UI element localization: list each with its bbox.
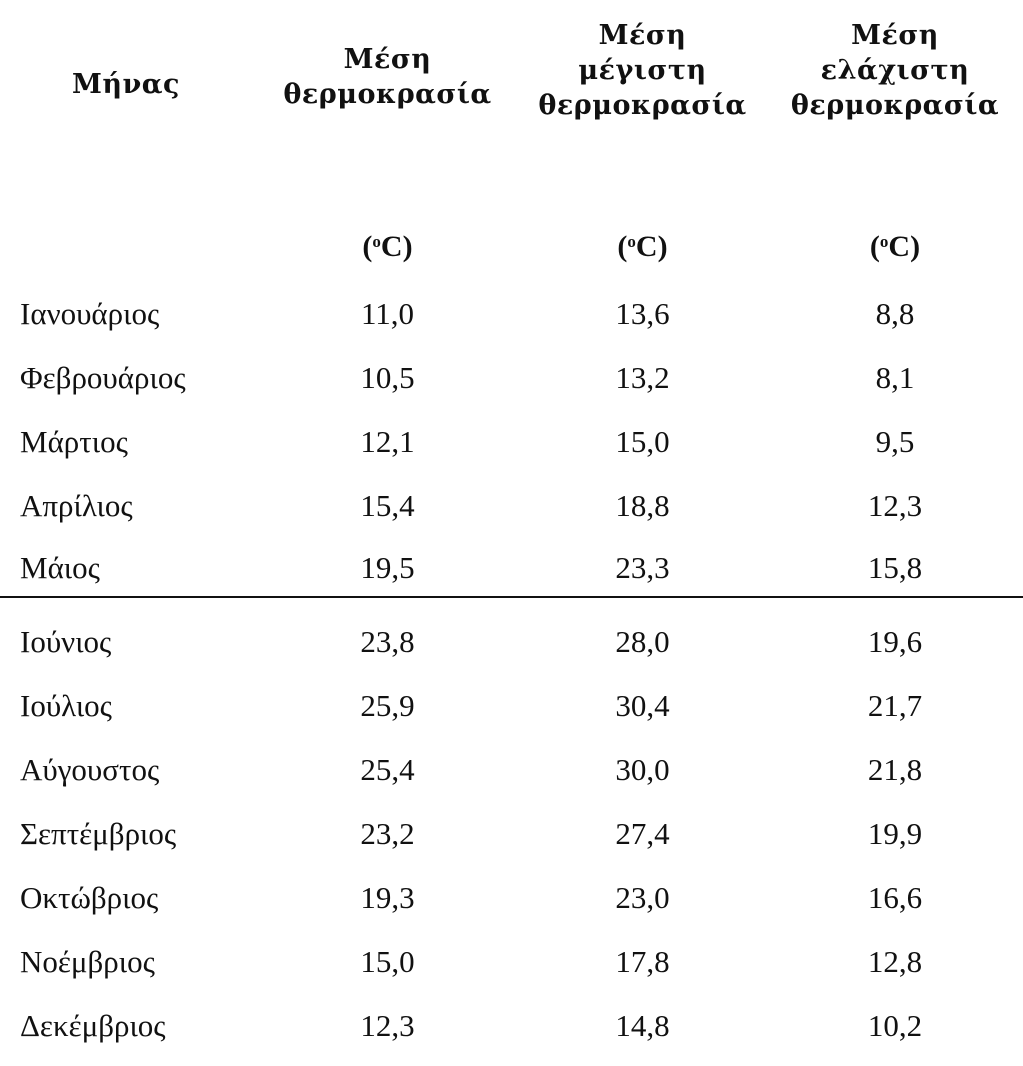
max-cell: 13,2 <box>615 360 670 395</box>
header-min-line-2: ελάχιστη <box>820 55 970 86</box>
header-month-label: Μήνας <box>72 69 180 100</box>
month-cell: Φεβρουάριος <box>20 360 186 395</box>
max-cell: 17,8 <box>615 944 670 979</box>
table-row <box>0 610 1023 674</box>
max-cell: 27,4 <box>615 816 670 851</box>
unit-open: ( <box>362 230 373 263</box>
unit-mean <box>265 222 510 267</box>
min-cell: 16,6 <box>867 880 923 915</box>
header-max-line-2: μέγιστη <box>578 55 707 86</box>
month-cell: Αύγουστος <box>20 752 160 787</box>
month-cell: Νοέμβριος <box>20 944 155 979</box>
mean-cell: 19,3 <box>360 880 415 915</box>
mean-cell: 23,8 <box>360 624 415 659</box>
mean-cell: 25,9 <box>360 688 415 723</box>
min-cell: 12,8 <box>867 944 923 979</box>
unit-mean-max <box>515 222 770 267</box>
unit-close: ) <box>657 230 668 263</box>
table-row <box>0 802 1023 866</box>
unit-degree: o <box>627 232 636 251</box>
max-cell: 23,3 <box>615 550 670 585</box>
max-cell: 15,0 <box>615 424 670 459</box>
max-cell: 28,0 <box>615 624 670 659</box>
mean-cell: 12,3 <box>360 1008 415 1043</box>
month-cell: Μάρτιος <box>20 424 128 459</box>
max-cell: 14,8 <box>615 1008 670 1043</box>
max-cell: 18,8 <box>615 488 670 523</box>
header-min-line-1: Μέση <box>851 20 939 51</box>
table-row <box>0 738 1023 802</box>
min-cell: 21,8 <box>867 752 923 787</box>
mean-cell: 10,5 <box>360 360 415 395</box>
unit-mean-min <box>770 222 1020 267</box>
table-row <box>0 474 1023 538</box>
mean-cell: 25,4 <box>360 752 415 787</box>
table-row <box>0 994 1023 1058</box>
max-cell: 30,0 <box>615 752 670 787</box>
unit-open: ( <box>869 230 880 263</box>
max-cell: 13,6 <box>615 296 670 331</box>
unit-degree: o <box>879 232 889 251</box>
unit-degree: o <box>372 232 381 251</box>
header-mean-max-temperature <box>515 18 770 123</box>
min-cell: 19,6 <box>867 624 923 659</box>
max-cell: 30,4 <box>615 688 670 723</box>
table-row <box>0 536 1023 600</box>
min-cell: 9,5 <box>875 424 915 459</box>
month-cell: Οκτώβριος <box>20 880 159 915</box>
unit-symbol: C <box>635 230 658 263</box>
header-max-line-1: Μέση <box>598 20 687 51</box>
header-mean-min-temperature <box>770 18 1020 123</box>
table-row <box>0 282 1023 346</box>
header-mean-temperature <box>265 42 510 112</box>
mean-cell: 15,0 <box>360 944 415 979</box>
header-max-line-3: θερμοκρασία <box>538 90 747 121</box>
table-row <box>0 674 1023 738</box>
header-month <box>72 67 232 102</box>
table-row <box>0 866 1023 930</box>
min-cell: 21,7 <box>867 688 923 723</box>
min-cell: 15,8 <box>867 550 923 585</box>
max-cell: 23,0 <box>615 880 670 915</box>
min-cell: 19,9 <box>867 816 923 851</box>
table-row <box>0 410 1023 474</box>
mean-cell: 15,4 <box>360 488 415 523</box>
mean-cell: 11,0 <box>360 296 415 331</box>
mean-cell: 23,2 <box>360 816 415 851</box>
min-cell: 10,2 <box>867 1008 923 1043</box>
month-cell: Ιανουάριος <box>20 296 160 331</box>
unit-symbol: C <box>888 230 911 263</box>
month-cell: Ιούλιος <box>20 688 112 723</box>
month-cell: Μάιος <box>20 550 100 585</box>
min-cell: 12,3 <box>867 488 923 523</box>
month-cell: Δεκέμβριος <box>20 1008 166 1043</box>
table-row <box>0 930 1023 994</box>
table-divider <box>0 596 1023 598</box>
unit-open: ( <box>617 230 628 263</box>
table-row <box>0 346 1023 410</box>
min-cell: 8,1 <box>875 360 915 395</box>
header-min-line-3: θερμοκρασία <box>790 90 1000 121</box>
month-cell: Σεπτέμβριος <box>20 816 177 851</box>
mean-cell: 19,5 <box>360 550 415 585</box>
month-cell: Ιούνιος <box>20 624 112 659</box>
month-cell: Απρίλιος <box>20 488 133 523</box>
unit-close: ) <box>910 230 921 263</box>
unit-close: ) <box>402 230 413 263</box>
mean-cell: 12,1 <box>360 424 415 459</box>
header-mean-line-2: θερμοκρασία <box>283 79 492 110</box>
unit-symbol: C <box>380 230 403 263</box>
min-cell: 8,8 <box>875 296 915 331</box>
header-mean-line-1: Μέση <box>343 44 432 75</box>
